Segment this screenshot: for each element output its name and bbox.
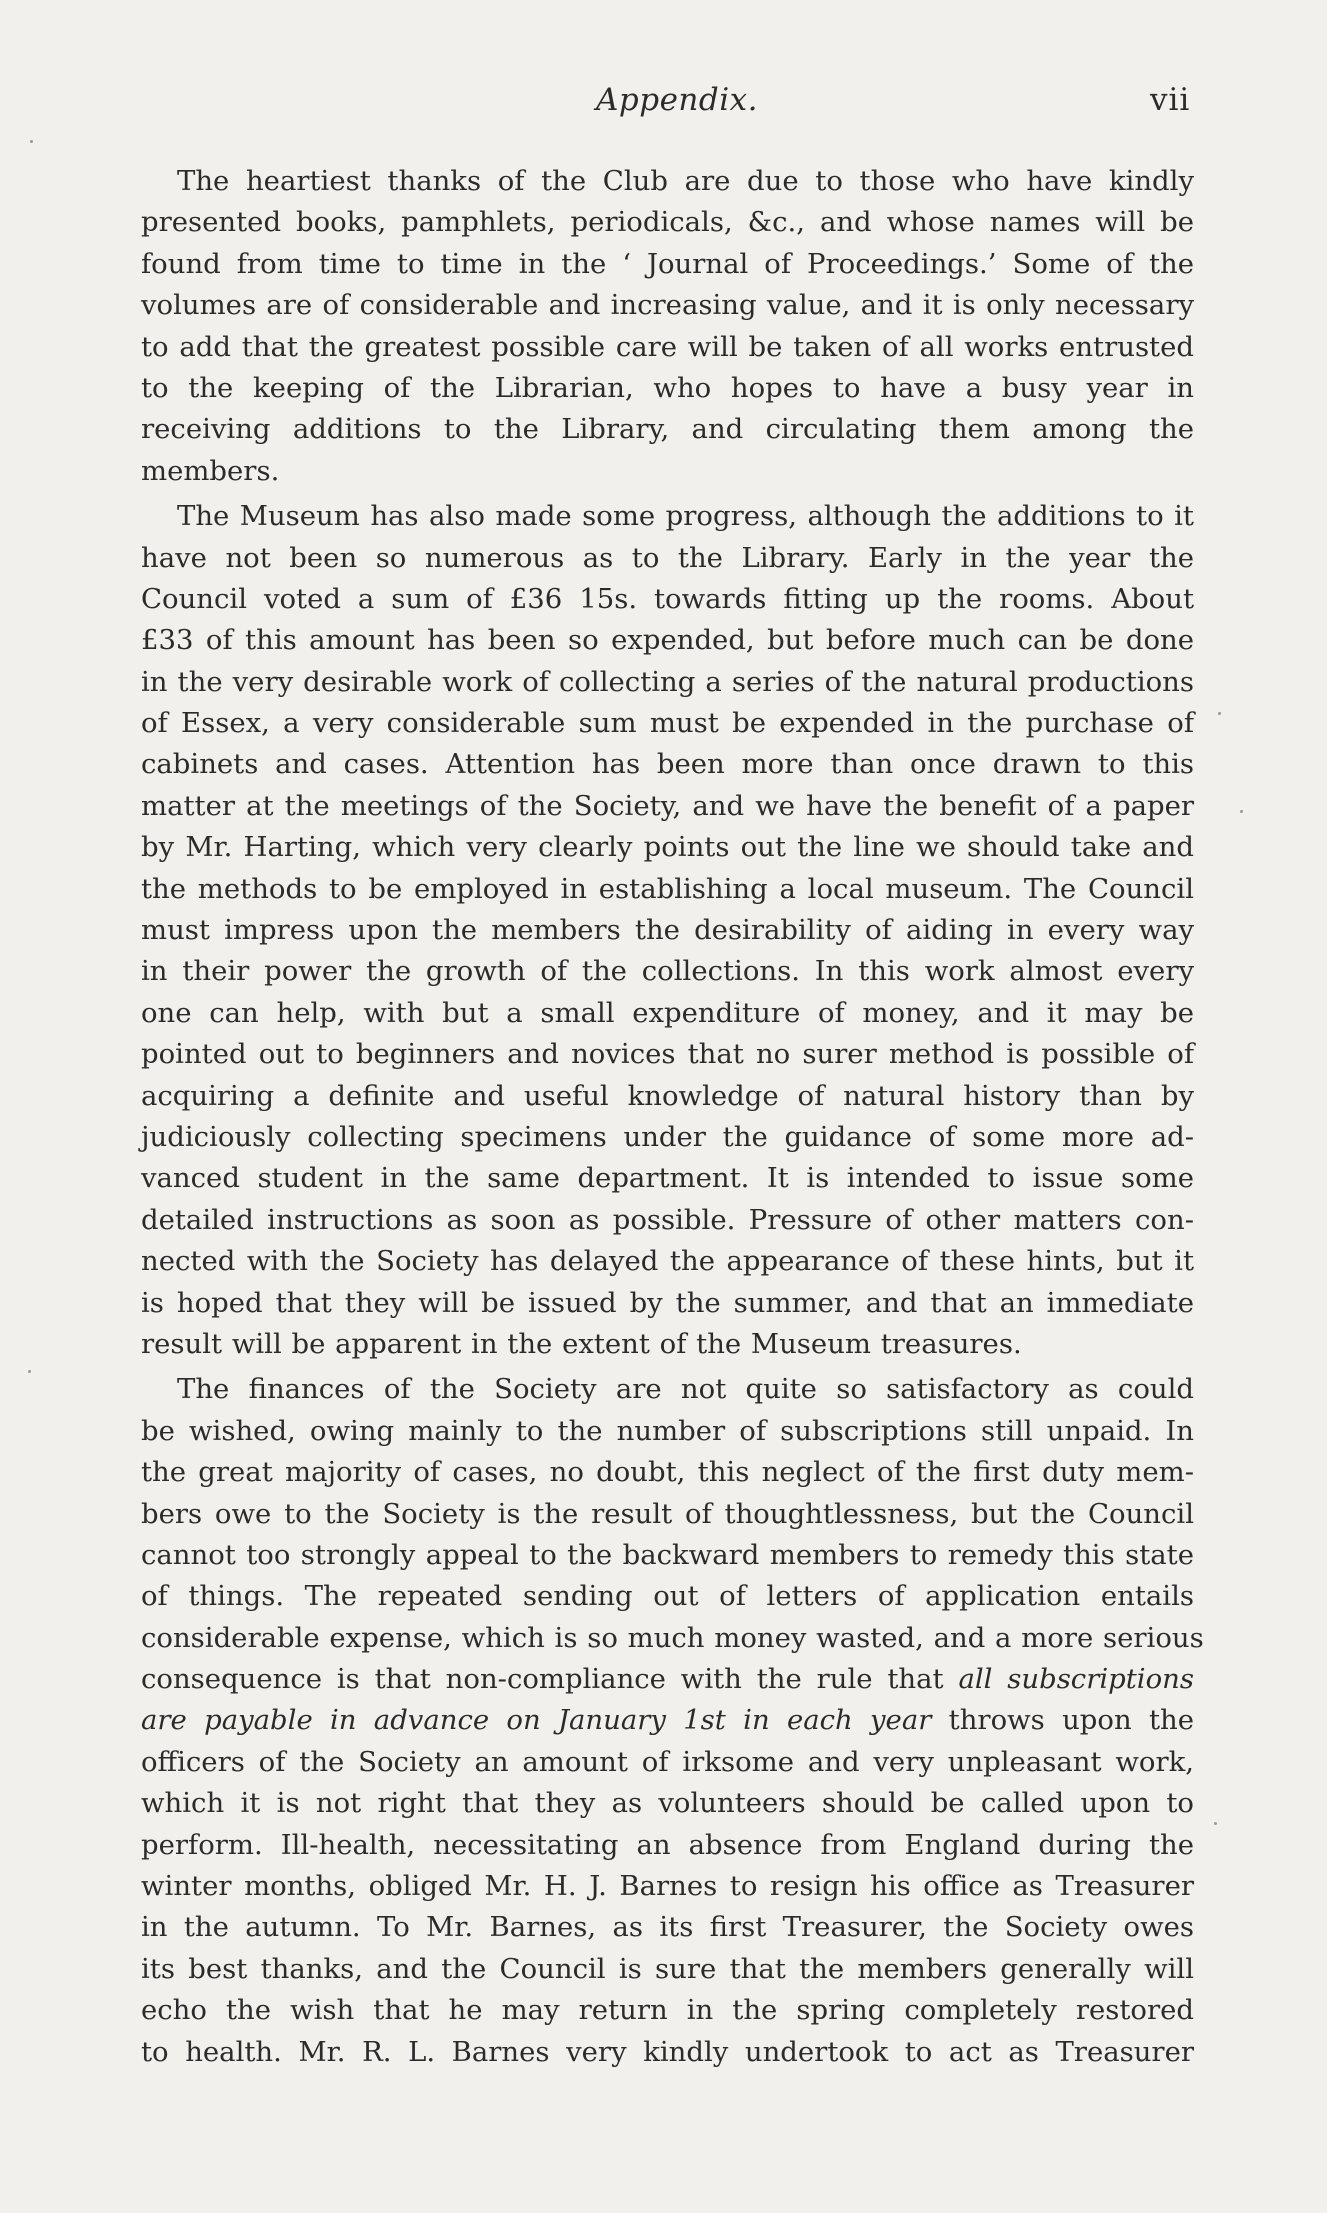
scan-speck: [30, 140, 33, 143]
text-line-mixed: [141, 1700, 1194, 1741]
text-line: be wished, owing mainly to the number of subscriptions still unpaid. In: [141, 1414, 1194, 1447]
text-line: found from time to time in the ‘ Journal of Proceedings.’ Some of the: [141, 247, 1194, 280]
text-line: bers owe to the Society is the result of thoughtlessness, but the Council: [141, 1497, 1194, 1530]
text-line: acquiring a definite and useful knowledge of natural history than by: [141, 1079, 1194, 1112]
text-line: volumes are of considerable and increasing value, and it is only necessary: [141, 289, 1194, 322]
running-title: Appendix.: [596, 82, 758, 118]
text-line: of Essex, a very considerable sum must be expended in the purchase of: [141, 707, 1194, 740]
text-line: result will be apparent in the extent of the Museum treasures.: [141, 1327, 1022, 1360]
text-line: members.: [141, 454, 280, 487]
text-line: receiving additions to the Library, and circulating them among the: [141, 413, 1194, 446]
text-line: to the keeping of the Librarian, who hopes to have a busy year in: [141, 371, 1194, 404]
text-line: is hoped that they will be issued by the summer, and that an immediate: [141, 1286, 1194, 1319]
text-line: perform. Ill-health, necessitating an absence from England during the: [141, 1828, 1194, 1861]
page-number: vii: [1150, 82, 1191, 118]
text-line: the great majority of cases, no doubt, this neglect of the first duty mem-: [141, 1456, 1194, 1489]
text-line: which it is not right that they as volunteers should be called upon to: [141, 1787, 1194, 1820]
running-head: [0, 82, 1327, 142]
paragraph-library-thanks: [141, 161, 1194, 492]
scan-speck: [28, 1370, 31, 1373]
text-line: echo the wish that he may return in the spring completely restored: [141, 1994, 1194, 2027]
text-line: matter at the meetings of the Society, and we have the benefit of a paper: [141, 789, 1194, 822]
italic-text-run: are payable in advance on January 1st in each year: [141, 1704, 932, 1737]
text-line: to health. Mr. R. L. Barnes very kindly undertook to act as Treasurer: [141, 2035, 1194, 2068]
text-run: throws upon the: [931, 1704, 1194, 1737]
text-line: must impress upon the members the desirability of aiding in every way: [141, 914, 1194, 947]
text-line: detailed instructions as soon as possible. Pressure of other matters con-: [141, 1203, 1194, 1236]
text-line: in their power the growth of the collections. In this work almost every: [141, 955, 1194, 988]
text-line: The heartiest thanks of the Club are due to those who have kindly: [177, 165, 1194, 197]
text-line: to add that the greatest possible care will be taken of all works entrusted: [141, 330, 1194, 363]
scan-speck: [1240, 810, 1243, 813]
paragraph-museum: [141, 496, 1194, 1365]
text-line: pointed out to beginners and novices that no surer method is possible of: [141, 1038, 1194, 1071]
text-line: of things. The repeated sending out of letters of application entails: [141, 1580, 1194, 1613]
text-line: the methods to be employed in establishing a local museum. The Council: [141, 872, 1194, 905]
text-line: considerable expense, which is so much money wasted, and a more serious: [141, 1621, 1204, 1654]
text-line: nected with the Society has delayed the appearance of these hints, but it: [141, 1245, 1194, 1278]
text-line: one can help, with but a small expenditure of money, and it may be: [141, 996, 1194, 1029]
paragraph-finances: [141, 1369, 1204, 2073]
text-line: cannot too strongly appeal to the backward members to remedy this state: [141, 1538, 1194, 1571]
text-line: in the very desirable work of collecting a series of the natural productions: [141, 665, 1194, 698]
text-line: The finances of the Society are not quite so satisfactory as could: [177, 1373, 1194, 1406]
body-text: [141, 161, 1204, 2077]
text-line: winter months, obliged Mr. H. J. Barnes to resign his office as Treasurer: [141, 1870, 1194, 1903]
scan-speck: [1218, 712, 1221, 715]
text-line: by Mr. Harting, which very clearly points out the line we should take and: [141, 831, 1194, 864]
text-run: consequence is that non-compliance with the rule that: [141, 1663, 959, 1696]
text-line: in the autumn. To Mr. Barnes, as its first Treasurer, the Society owes: [141, 1911, 1194, 1944]
text-line: vanced student in the same department. It is intended to issue some: [141, 1162, 1194, 1195]
text-line: £33 of this amount has been so expended, but before much can be done: [141, 624, 1194, 657]
text-line: presented books, pamphlets, periodicals, &c., and whose names will be: [141, 206, 1194, 239]
text-line: have not been so numerous as to the Library. Early in the year the: [141, 541, 1194, 574]
text-line-mixed: [141, 1659, 1194, 1700]
text-line: officers of the Society an amount of irksome and very unpleasant work,: [141, 1745, 1194, 1778]
text-line: its best thanks, and the Council is sure that the members generally will: [141, 1952, 1194, 1985]
text-line: Council voted a sum of £36 15s. towards fitting up the rooms. About: [141, 582, 1194, 615]
italic-text-run: all subscriptions: [958, 1663, 1194, 1696]
text-line: cabinets and cases. Attention has been more than once drawn to this: [141, 748, 1194, 781]
text-line: judiciously collecting specimens under the guidance of some more ad-: [141, 1120, 1194, 1153]
scan-speck: [1214, 1822, 1217, 1825]
text-line: The Museum has also made some progress, although the additions to it: [177, 500, 1194, 533]
